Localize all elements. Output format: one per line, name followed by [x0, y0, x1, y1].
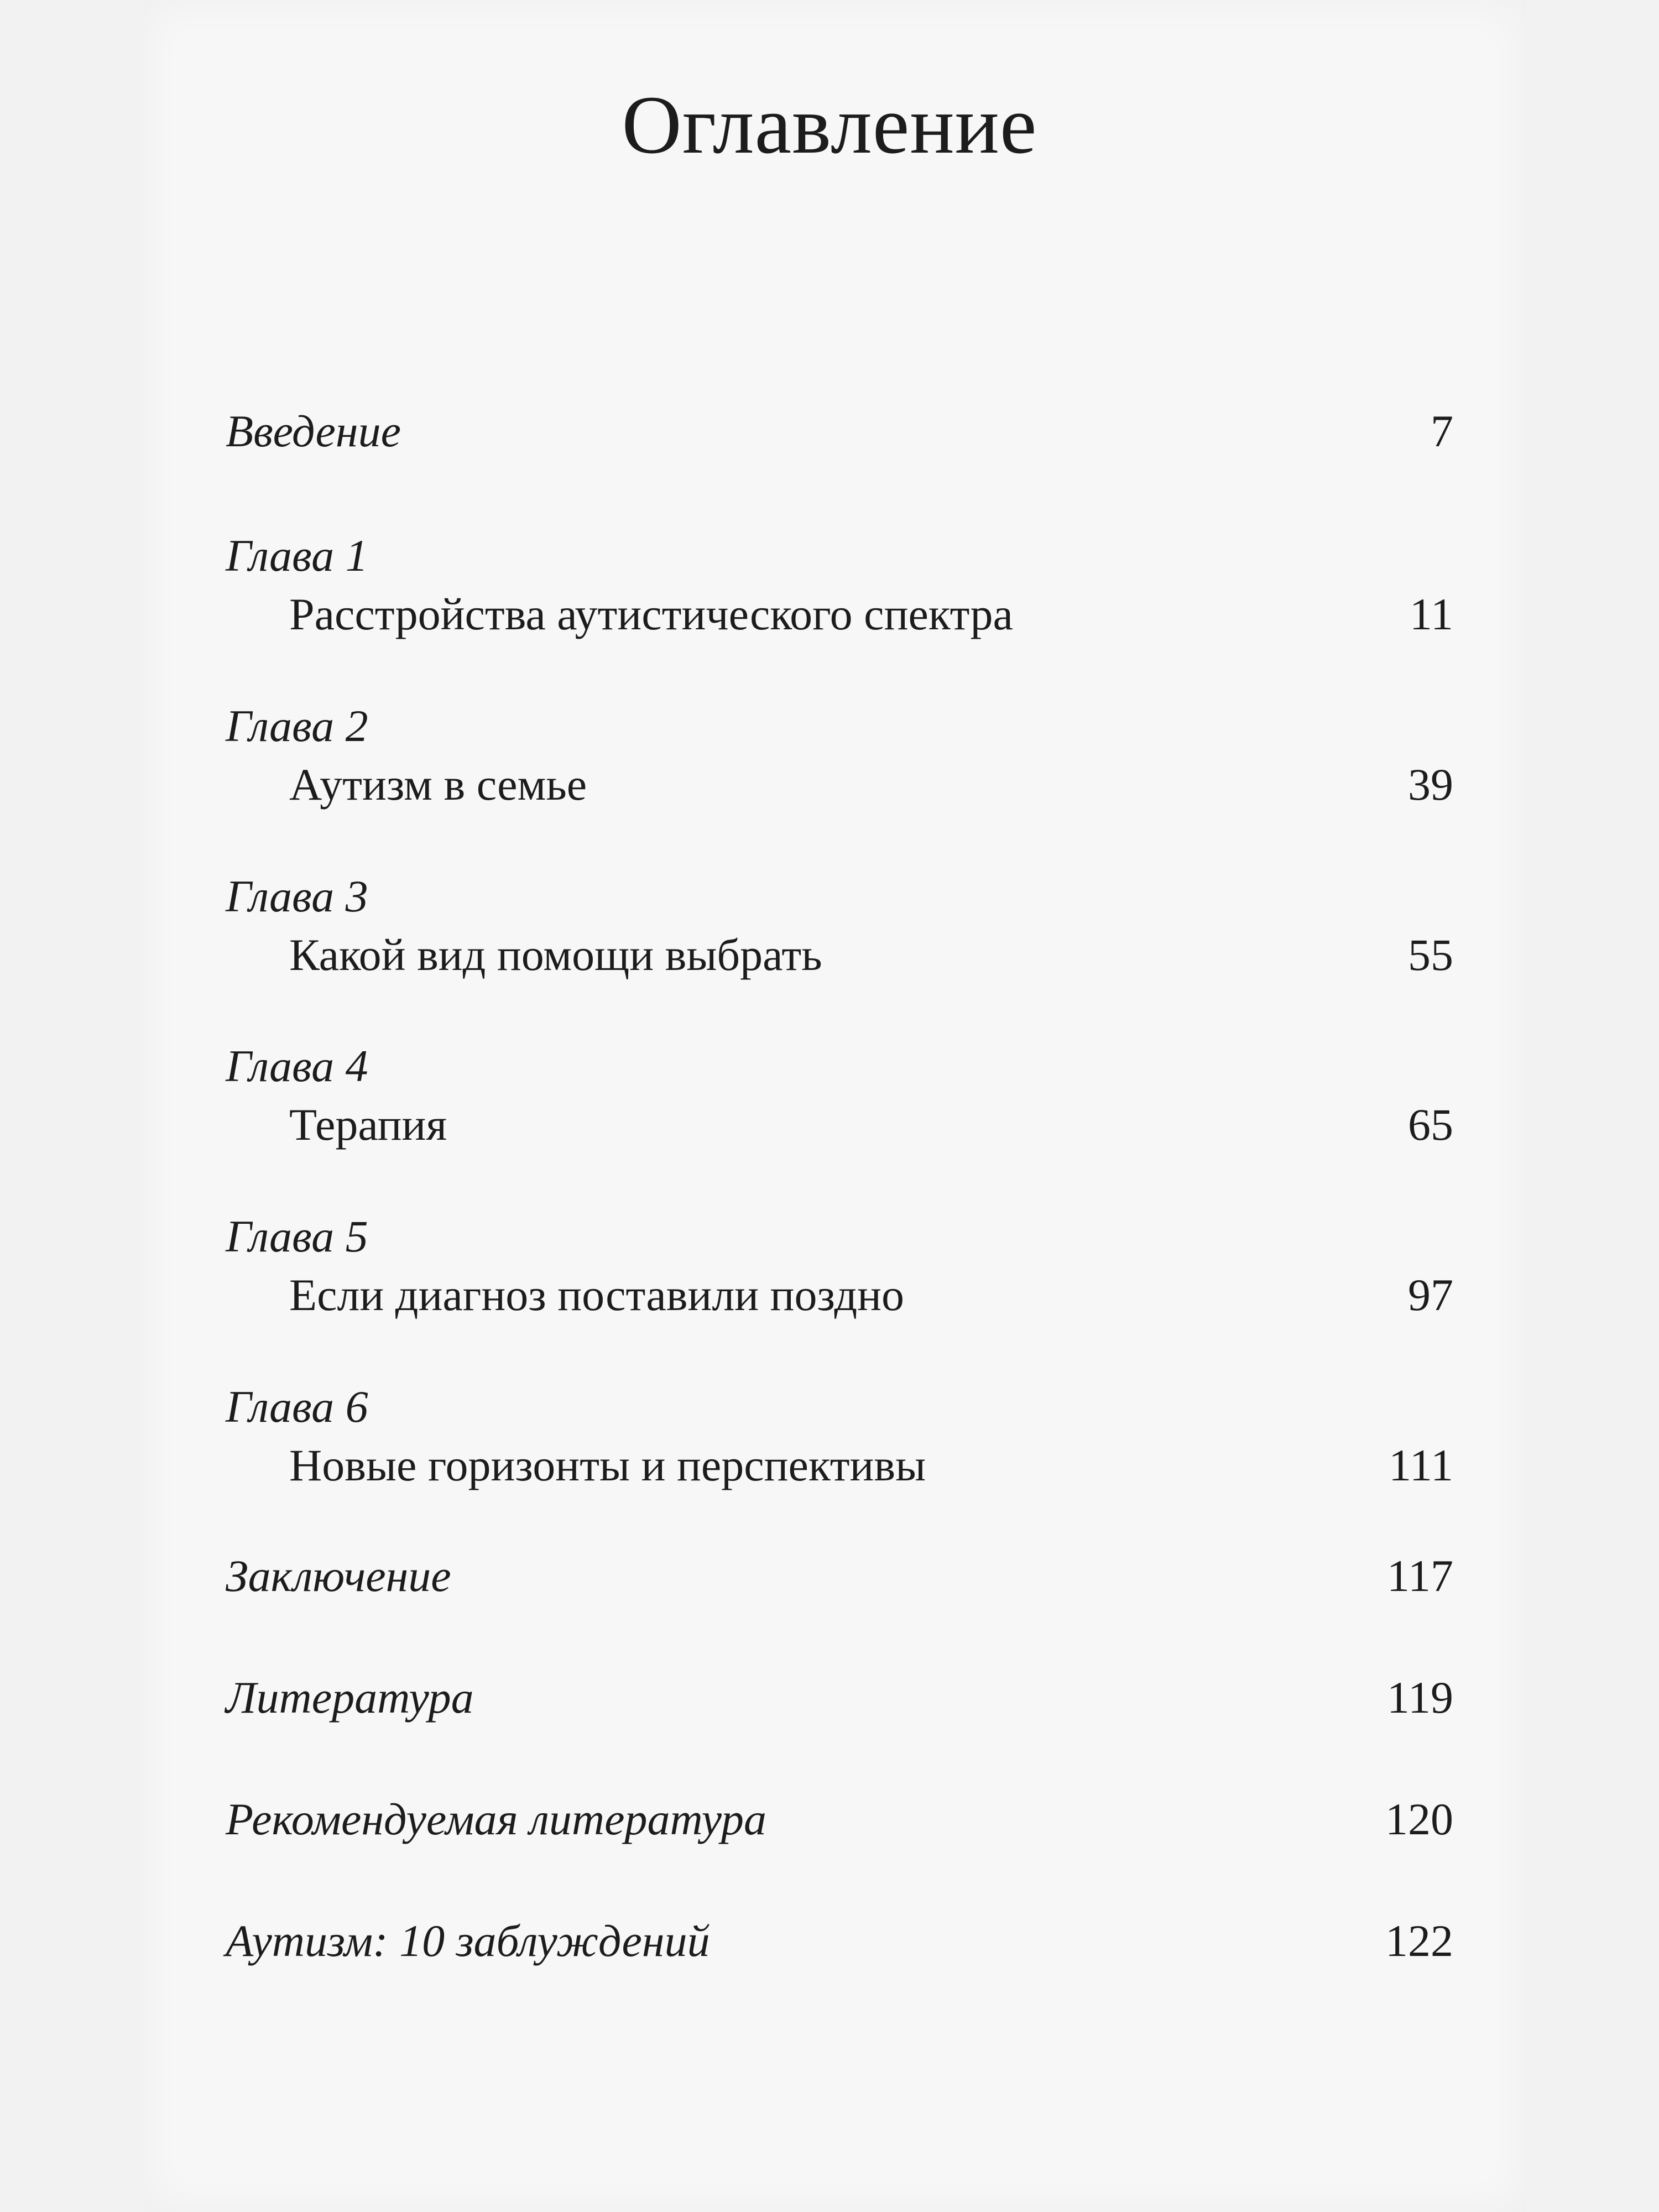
- toc-entry-chapter-5: [226, 1209, 1453, 1323]
- entry-label: Литература: [226, 1672, 474, 1723]
- toc-entry-chapter-6: [226, 1379, 1453, 1493]
- page-title: Оглавление: [622, 79, 1037, 171]
- entry-page-number: 122: [1385, 1916, 1453, 1966]
- chapter-label: Глава 2: [226, 701, 368, 751]
- toc-entry-chapter-3: [226, 869, 1453, 983]
- toc-entry-recommended-literature: [226, 1792, 1453, 1847]
- chapter-title: Расстройства аутистического спектра: [289, 589, 1013, 639]
- chapter-label: Глава 6: [226, 1381, 368, 1432]
- entry-page-number: 65: [1408, 1099, 1453, 1150]
- entry-page-number: 117: [1387, 1551, 1453, 1601]
- toc-entry-chapter-1: [226, 528, 1453, 642]
- toc-entry-chapter-4: [226, 1039, 1453, 1152]
- entry-page-number: 11: [1410, 589, 1453, 639]
- entry-page-number: 7: [1431, 406, 1453, 456]
- chapter-label: Глава 5: [226, 1211, 368, 1261]
- chapter-title: Если диагноз поставили поздно: [289, 1270, 905, 1320]
- chapter-label: Глава 3: [226, 871, 368, 921]
- toc-entry-conclusion: [226, 1548, 1453, 1604]
- toc-entry-misconceptions: [226, 1913, 1453, 1969]
- chapter-title: Новые горизонты и перспективы: [289, 1440, 926, 1490]
- entry-page-number: 120: [1385, 1794, 1453, 1844]
- entry-page-number: 55: [1408, 930, 1453, 980]
- chapter-title: Какой вид помощи выбрать: [289, 930, 822, 980]
- chapter-label: Глава 1: [226, 530, 368, 581]
- toc-entry-chapter-2: [226, 698, 1453, 812]
- toc-entry-literature: [226, 1670, 1453, 1725]
- entry-page-number: 39: [1408, 759, 1453, 810]
- entry-label: Аутизм: 10 заблуждений: [226, 1916, 710, 1966]
- chapter-title: Аутизм в семье: [289, 759, 587, 810]
- entry-label: Заключение: [226, 1551, 451, 1601]
- entry-label: Рекомендуемая литература: [226, 1794, 766, 1844]
- entry-label: Введение: [226, 406, 401, 456]
- chapter-title: Терапия: [289, 1099, 447, 1150]
- entry-page-number: 97: [1408, 1270, 1453, 1320]
- entry-page-number: 119: [1387, 1672, 1453, 1723]
- entry-page-number: 111: [1389, 1440, 1453, 1490]
- chapter-label: Глава 4: [226, 1041, 368, 1091]
- toc-entry-introduction: [226, 404, 1453, 459]
